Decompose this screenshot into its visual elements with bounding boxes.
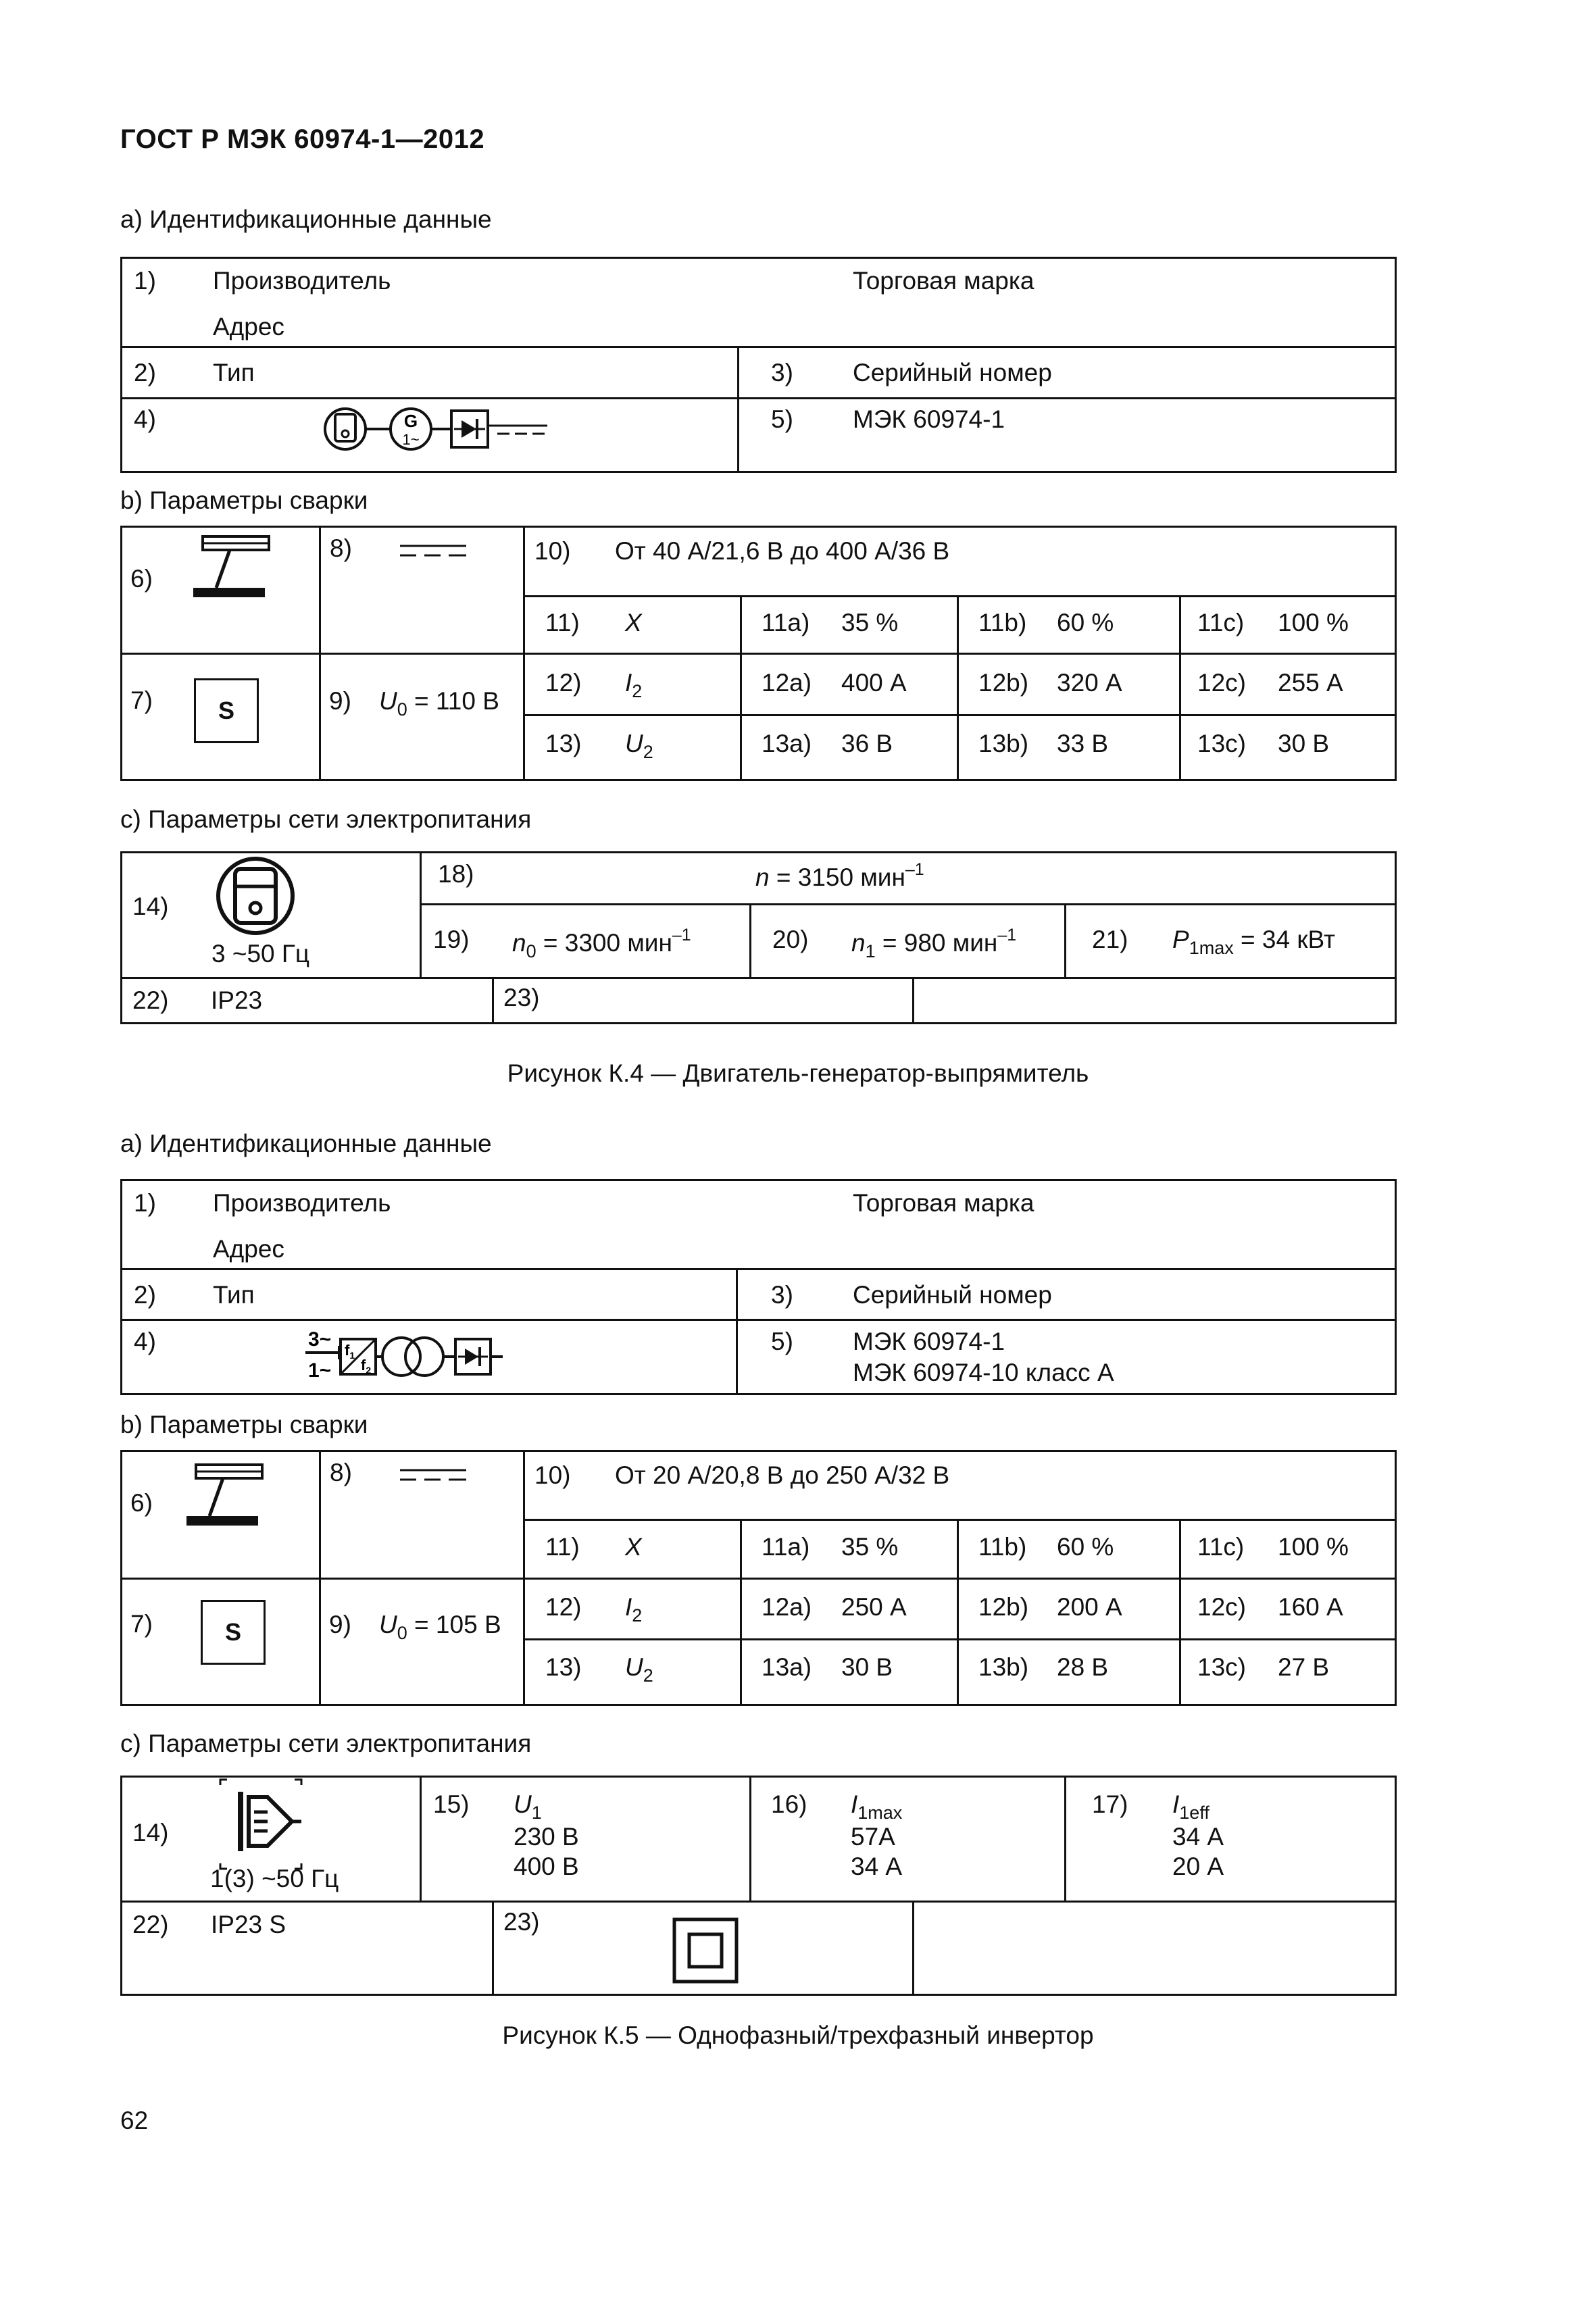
field-number: 19) bbox=[433, 926, 470, 953]
power-value: $P_{1max} = 34$ кВт bbox=[1172, 926, 1335, 958]
field-number: 23) bbox=[503, 1908, 540, 1936]
standard-label: МЭК 60974-1 bbox=[853, 405, 1005, 433]
voltage-value: 36 В bbox=[841, 730, 893, 757]
duty-cycle-value: 60 % bbox=[1057, 609, 1114, 636]
current-range: От 40 А/21,6 В до 400 А/36 В bbox=[615, 537, 950, 565]
field-number: 17) bbox=[1092, 1790, 1128, 1818]
supply-voltage-symbol: $U_1$ bbox=[514, 1790, 542, 1823]
field-number: 12c) bbox=[1197, 1593, 1246, 1621]
voltage-symbol: $U_2$ bbox=[625, 730, 653, 762]
current-value: 160 А bbox=[1278, 1593, 1343, 1621]
current-value: 250 А bbox=[841, 1593, 907, 1621]
field-number: 11) bbox=[545, 609, 580, 636]
f1-text: $f_1$ bbox=[345, 1342, 355, 1361]
field-number: 11c) bbox=[1197, 1533, 1245, 1561]
field-number: 12a) bbox=[762, 669, 812, 697]
field-number: 2) bbox=[134, 359, 156, 386]
field-number: 11b) bbox=[978, 609, 1027, 636]
max-current-value: 57A bbox=[851, 1823, 895, 1851]
field-number: 6) bbox=[130, 1489, 153, 1517]
effective-current-value: 20 А bbox=[1172, 1853, 1224, 1880]
current-value: 200 А bbox=[1057, 1593, 1122, 1621]
type-label: Тип bbox=[213, 1281, 255, 1309]
field-number: 13a) bbox=[762, 1653, 812, 1681]
field-number: 13b) bbox=[978, 730, 1029, 757]
s-symbol-icon: S bbox=[194, 678, 259, 743]
three-phase-text: 3~ bbox=[308, 1328, 332, 1351]
generator-g-text: G bbox=[403, 411, 418, 431]
field-number: 4) bbox=[134, 405, 156, 433]
field-number: 12b) bbox=[978, 669, 1029, 697]
trademark-label: Торговая марка bbox=[853, 1189, 1034, 1217]
section-welding-title: b) Параметры сварки bbox=[120, 1411, 368, 1438]
duty-cycle-value: 60 % bbox=[1057, 1533, 1114, 1561]
speed-value: n = 3150 мин$^{-1}$ bbox=[755, 860, 924, 891]
field-number: 16) bbox=[771, 1790, 807, 1818]
s-symbol-icon: S bbox=[201, 1600, 266, 1665]
inverter-transformer-rectifier-icon bbox=[303, 1326, 532, 1386]
field-number: 22) bbox=[132, 986, 169, 1014]
supply-voltage-value: 400 В bbox=[514, 1853, 579, 1880]
page-number: 62 bbox=[120, 2107, 149, 2134]
voltage-value: 28 В bbox=[1057, 1653, 1109, 1681]
field-number: 12) bbox=[545, 669, 582, 697]
engine-icon bbox=[215, 855, 299, 939]
max-current-value: 34 А bbox=[851, 1853, 903, 1880]
section-identification-title: a) Идентификационные данные bbox=[120, 1130, 492, 1157]
field-number: 11a) bbox=[762, 609, 810, 636]
field-number: 13b) bbox=[978, 1653, 1029, 1681]
no-load-voltage: $U_0 = 110$ В bbox=[379, 687, 499, 720]
duty-cycle-symbol: X bbox=[625, 1533, 642, 1561]
field-number: 12a) bbox=[762, 1593, 812, 1621]
field-number: 3) bbox=[771, 1281, 793, 1309]
field-number: 12c) bbox=[1197, 669, 1246, 697]
field-number: 12) bbox=[545, 1593, 582, 1621]
field-number: 20) bbox=[772, 926, 809, 953]
manufacturer-label: Производитель bbox=[213, 267, 391, 295]
field-number: 9) bbox=[329, 687, 351, 715]
effective-current-value: 34 А bbox=[1172, 1823, 1224, 1851]
field-number: 18) bbox=[438, 860, 474, 888]
field-number: 7) bbox=[130, 686, 153, 714]
plug-icon bbox=[214, 1777, 308, 1878]
voltage-value: 33 В bbox=[1057, 730, 1109, 757]
current-value: 400 А bbox=[841, 669, 907, 697]
address-label: Адрес bbox=[213, 1235, 284, 1263]
field-number: 9) bbox=[329, 1611, 351, 1638]
plug-frequency-label: 1(3) ~50 Гц bbox=[210, 1865, 339, 1892]
no-load-voltage: $U_0 = 105$ В bbox=[379, 1611, 501, 1643]
address-label: Адрес bbox=[213, 313, 284, 341]
voltage-symbol: $U_2$ bbox=[625, 1653, 653, 1686]
duty-cycle-value: 35 % bbox=[841, 1533, 899, 1561]
ip-rating: IP23 S bbox=[211, 1911, 286, 1938]
low-speed-value: $n_1 = 980$ мин$^{-1}$ bbox=[851, 926, 1017, 961]
standard-label: МЭК 60974-10 класс А bbox=[853, 1359, 1114, 1386]
field-number: 5) bbox=[771, 1328, 793, 1355]
field-number: 15) bbox=[433, 1790, 470, 1818]
serial-number-label: Серийный номер bbox=[853, 1281, 1052, 1309]
engine-generator-rectifier-icon bbox=[323, 405, 553, 453]
f2-text: $f_2$ bbox=[361, 1357, 372, 1376]
section-identification-title: a) Идентификационные данные bbox=[120, 205, 492, 233]
document-header: ГОСТ Р МЭК 60974-1—2012 bbox=[120, 124, 485, 154]
direct-current-icon bbox=[399, 542, 473, 562]
welding-torch-icon bbox=[184, 1463, 265, 1531]
field-number: 23) bbox=[503, 984, 540, 1011]
field-number: 21) bbox=[1092, 926, 1128, 953]
voltage-value: 30 В bbox=[841, 1653, 893, 1681]
field-number: 12b) bbox=[978, 1593, 1029, 1621]
type-label: Тип bbox=[213, 359, 255, 386]
serial-number-label: Серийный номер bbox=[853, 359, 1052, 386]
class-ii-insulation-icon bbox=[672, 1917, 740, 1985]
field-number: 5) bbox=[771, 405, 793, 433]
field-number: 2) bbox=[134, 1281, 156, 1309]
field-number: 13c) bbox=[1197, 730, 1246, 757]
max-current-symbol: $I_{1max}$ bbox=[851, 1790, 903, 1823]
field-number: 1) bbox=[134, 1189, 156, 1217]
field-number: 11) bbox=[545, 1533, 580, 1561]
field-number: 14) bbox=[132, 1819, 169, 1846]
current-symbol: $I_2$ bbox=[625, 1593, 643, 1626]
field-number: 6) bbox=[130, 565, 153, 593]
current-value: 320 А bbox=[1057, 669, 1122, 697]
direct-current-icon bbox=[399, 1466, 473, 1486]
field-number: 11a) bbox=[762, 1533, 810, 1561]
field-number: 13c) bbox=[1197, 1653, 1246, 1681]
field-number: 8) bbox=[330, 534, 352, 562]
manufacturer-label: Производитель bbox=[213, 1189, 391, 1217]
field-number: 10) bbox=[534, 1461, 571, 1489]
trademark-label: Торговая марка bbox=[853, 267, 1034, 295]
standard-label: МЭК 60974-1 bbox=[853, 1328, 1005, 1355]
section-welding-title: b) Параметры сварки bbox=[120, 486, 368, 514]
field-number: 4) bbox=[134, 1328, 156, 1355]
duty-cycle-value: 35 % bbox=[841, 609, 899, 636]
welding-torch-icon bbox=[191, 535, 272, 603]
field-number: 3) bbox=[771, 359, 793, 386]
section-supply-title: c) Параметры сети электропитания bbox=[120, 805, 532, 833]
figure-caption: Рисунок К.4 — Двигатель-генератор-выпрямитель bbox=[507, 1059, 1089, 1087]
voltage-value: 27 В bbox=[1278, 1653, 1330, 1681]
field-number: 11c) bbox=[1197, 609, 1245, 636]
ip-rating: IP23 bbox=[211, 986, 263, 1014]
section-supply-title: c) Параметры сети электропитания bbox=[120, 1730, 532, 1757]
duty-cycle-value: 100 % bbox=[1278, 1533, 1349, 1561]
current-value: 255 А bbox=[1278, 669, 1343, 697]
generator-phase-text: 1~ bbox=[402, 431, 420, 448]
effective-current-symbol: $I_{1eff}$ bbox=[1172, 1790, 1210, 1823]
field-number: 8) bbox=[330, 1459, 352, 1486]
duty-cycle-value: 100 % bbox=[1278, 609, 1349, 636]
voltage-value: 30 В bbox=[1278, 730, 1330, 757]
field-number: 13a) bbox=[762, 730, 812, 757]
current-range: От 20 А/20,8 В до 250 А/32 В bbox=[615, 1461, 950, 1489]
field-number: 14) bbox=[132, 892, 169, 920]
idle-speed-value: $n_0 = 3300$ мин$^{-1}$ bbox=[512, 926, 691, 961]
current-symbol: $I_2$ bbox=[625, 669, 643, 701]
engine-frequency-label: 3 ~50 Гц bbox=[211, 940, 310, 967]
field-number: 1) bbox=[134, 267, 156, 295]
figure-caption: Рисунок К.5 — Однофазный/трехфазный инвертор bbox=[502, 2021, 1094, 2049]
supply-voltage-value: 230 В bbox=[514, 1823, 579, 1851]
field-number: 13) bbox=[545, 730, 582, 757]
duty-cycle-symbol: X bbox=[625, 609, 642, 636]
field-number: 13) bbox=[545, 1653, 582, 1681]
field-number: 22) bbox=[132, 1911, 169, 1938]
field-number: 7) bbox=[130, 1610, 153, 1638]
single-phase-text: 1~ bbox=[308, 1359, 332, 1382]
field-number: 11b) bbox=[978, 1533, 1027, 1561]
field-number: 10) bbox=[534, 537, 571, 565]
